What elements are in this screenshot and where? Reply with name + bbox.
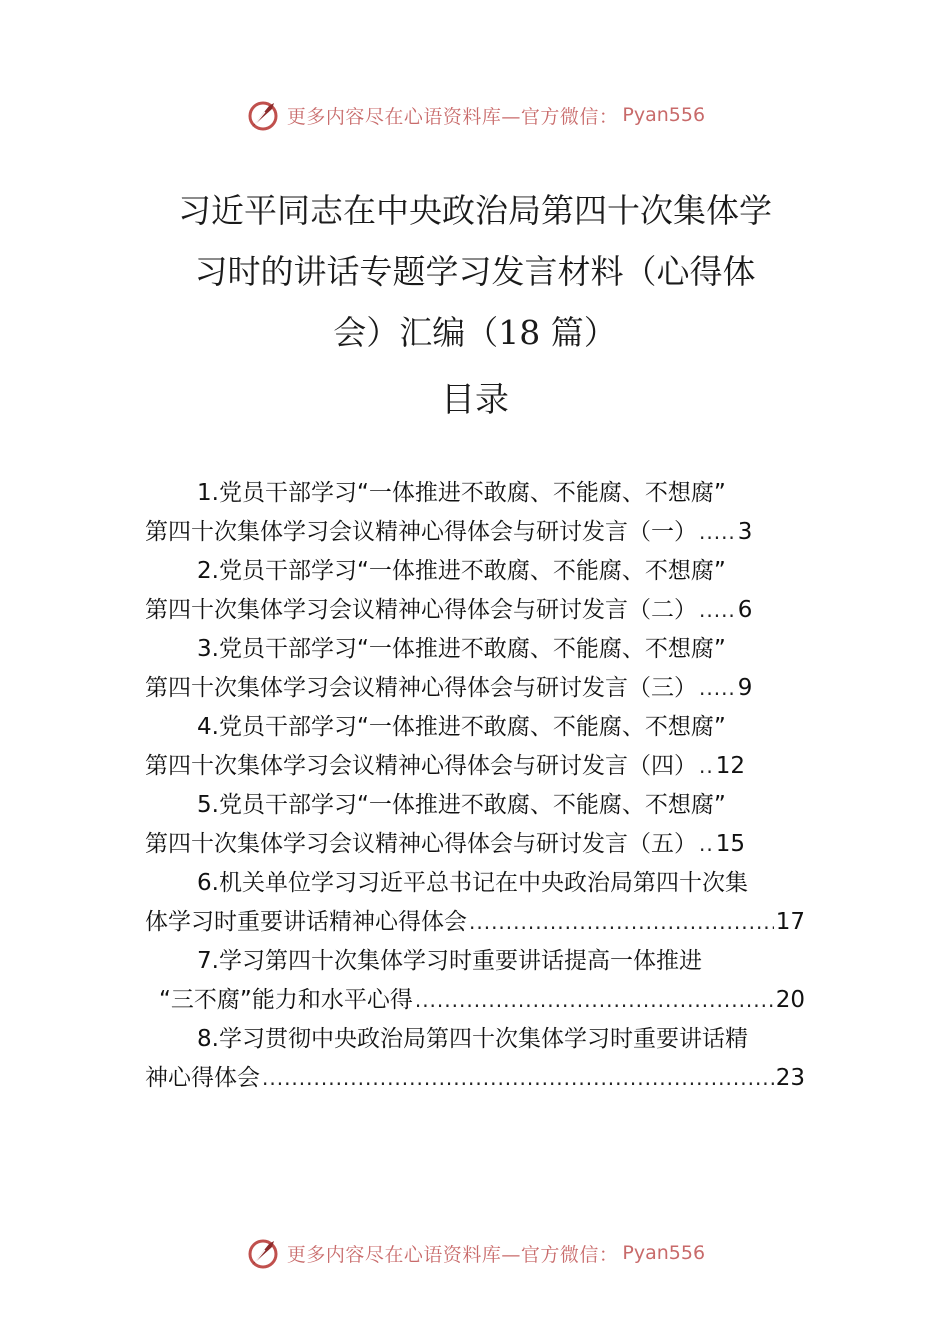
toc-entry-5[interactable] [145,786,805,864]
toc-entry-title: “三不腐”能力和水平心得 [159,987,413,1013]
toc-entry-line [145,552,805,591]
toc-entry-line [145,630,805,669]
toc-entry-line [145,474,805,513]
toc-entry-title: 第四十次集体学习会议精神心得体会与研讨发言（二） [145,597,697,623]
leader-dots [699,669,736,708]
toc-entry-line [145,864,805,903]
toc-entry-line [145,669,805,708]
toc-entry-title: 7.学习第四十次集体学习时重要讲话提高一体推进 [197,948,702,974]
watermark-text: 更多内容尽在心语资料库—官方微信： [286,1243,619,1266]
toc-page-number: 17 [775,909,805,935]
leader-dots [699,513,736,552]
leader-dots [699,747,714,786]
toc-entry-title: 6.机关单位学习习近平总书记在中央政治局第四十次集 [197,870,748,896]
toc-entry-title: 4.党员干部学习“一体推进不敢腐、不能腐、不想腐” [197,714,726,740]
toc-heading: 目录 [441,380,509,420]
toc-entry-line [145,825,805,864]
title-line: 习近平同志在中央政治局第四十次集体学 [178,191,772,230]
toc-entry-line [145,1059,805,1098]
toc-entry-title: 第四十次集体学习会议精神心得体会与研讨发言（五） [145,831,697,857]
quill-seal-icon [245,97,281,133]
toc-entry-title: 第四十次集体学习会议精神心得体会与研讨发言（三） [145,675,697,701]
toc-entry-title: 神心得体会 [145,1065,260,1091]
toc-entry-title: 1.党员干部学习“一体推进不敢腐、不能腐、不想腐” [197,480,726,506]
leader-dots [699,591,736,630]
quill-seal-icon [245,1235,281,1271]
footer-watermark [0,1233,950,1273]
toc-entry-line [145,903,805,942]
toc-entry-line [145,513,805,552]
toc-page-number: 20 [775,987,805,1013]
toc-entry-line [145,1020,805,1059]
toc-entry-title: 第四十次集体学习会议精神心得体会与研讨发言（一） [145,519,697,545]
toc-entry-line [145,708,805,747]
watermark-wechat-id: Pyan556 [622,1242,706,1264]
toc-entry-line [145,942,805,981]
toc-page-number: 12 [715,753,745,779]
leader-dots [699,825,714,864]
toc-entry-title: 5.党员干部学习“一体推进不敢腐、不能腐、不想腐” [197,792,726,818]
leader-dots [469,903,774,942]
toc-entry-line [145,747,805,786]
header-watermark [0,95,950,135]
toc-entry-title: 3.党员干部学习“一体推进不敢腐、不能腐、不想腐” [197,636,726,662]
document-title [145,180,805,363]
toc-entry-title: 体学习时重要讲话精神心得体会 [145,909,467,935]
toc-entry-6[interactable] [145,864,805,942]
toc-page-number: 15 [715,831,745,857]
watermark-text: 更多内容尽在心语资料库—官方微信： [286,105,619,128]
toc-entry-title: 第四十次集体学习会议精神心得体会与研讨发言（四） [145,753,697,779]
toc-entry-4[interactable] [145,708,805,786]
toc-entry-title: 2.党员干部学习“一体推进不敢腐、不能腐、不想腐” [197,558,726,584]
leader-dots [415,981,774,1020]
toc-entry-line [145,591,805,630]
toc-entry-title: 8.学习贯彻中央政治局第四十次集体学习时重要讲话精 [197,1026,748,1052]
toc-page-number: 23 [775,1065,805,1091]
toc-entry-7[interactable] [145,942,805,1020]
toc-entry-line [145,981,805,1020]
toc-entry-3[interactable] [145,630,805,708]
table-of-contents [145,474,805,1098]
leader-dots [262,1059,774,1098]
toc-entry-line [145,786,805,825]
toc-entry-2[interactable] [145,552,805,630]
title-line: 会）汇编（18 篇） [333,313,617,352]
toc-page-number: 9 [737,675,753,701]
toc-page-number: 3 [737,519,753,545]
watermark-wechat-id: Pyan556 [622,104,706,126]
title-line: 习时的讲话专题学习发言材料（心得体 [194,252,756,291]
toc-page-number: 6 [737,597,753,623]
toc-entry-1[interactable] [145,474,805,552]
toc-entry-8[interactable] [145,1020,805,1098]
